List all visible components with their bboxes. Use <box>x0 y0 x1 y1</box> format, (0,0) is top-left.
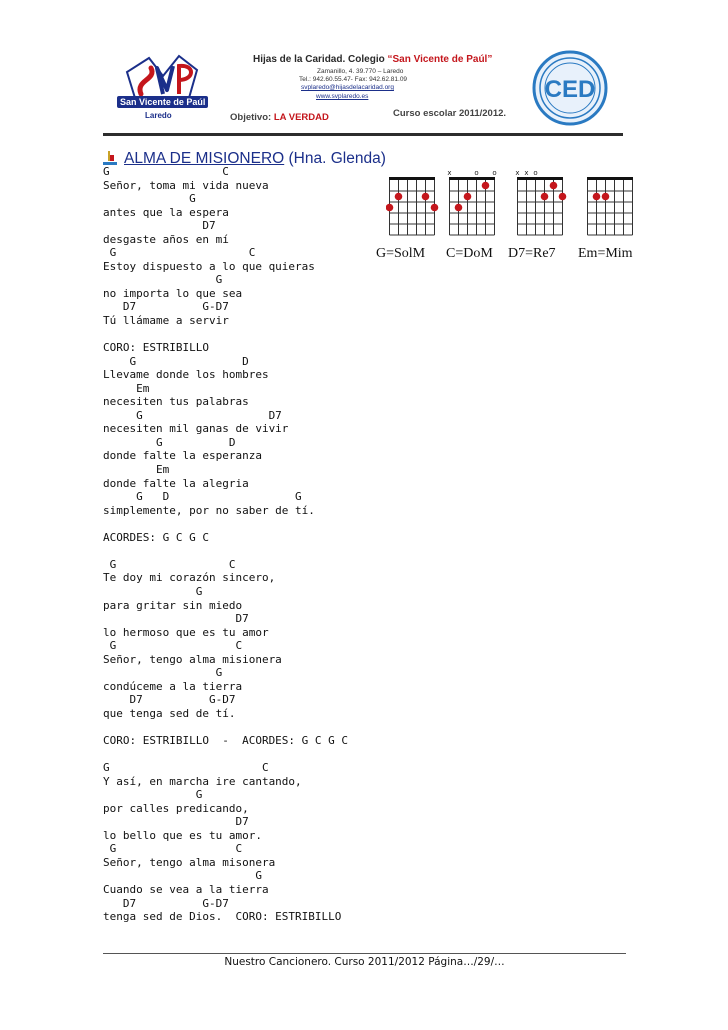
objective <box>230 112 329 123</box>
song-title-main: ALMA DE MISIONERO <box>124 150 285 167</box>
page-header <box>103 46 623 136</box>
chord-string-marker: o <box>474 169 479 177</box>
chord-string-marker: x <box>515 169 520 177</box>
chord-finger-dot <box>464 193 472 201</box>
school-email-link[interactable]: svplaredo@hijasdelacaridad.org <box>301 84 394 91</box>
chord-finger-dot <box>541 193 549 201</box>
chord-finger-dot <box>482 182 490 190</box>
chord-label: D7=Re7 <box>508 246 556 261</box>
chord-finger-dot <box>550 182 558 190</box>
school-website-link[interactable]: www.svplaredo.es <box>316 93 369 100</box>
chord-nut <box>449 177 495 180</box>
chord-string-marker: x <box>447 169 452 177</box>
footer-divider <box>103 953 626 954</box>
chord-label: C=DoM <box>446 246 493 261</box>
chord-finger-dot <box>602 193 610 201</box>
song-lyrics: G C Señor, toma mi vida nueva G antes que la espera D7 desgaste años en mí G C Estoy dispuesto a lo que quieras G no importa lo que sea D7 G-D7 Tú llámame a servir CORO: ESTRIBILLO G D Llevame donde los hombres Em necesiten tus palabras G D7 necesiten mil ganas de vivir G D donde falte la esperanza Em donde falte la alegria G D G simplemente, por no saber de tí. ACORDES: G C G C G C Te doy mi corazón sincero, G para gritar sin miedo D7 lo hermoso que es tu amor G C Señor, tengo alma misionera G condúceme a la tierra D7 G-D7 que tenga sed de tí. CORO: ESTRIBILLO - ACORDES: G C G C G C Y así, en marcha ire cantando, G por calles predicando, D7 lo bello que es tu amor. G C Señor, tengo alma misonera G Cuando se vea a la tierra D7 G-D7 tenga sed de Dios. CORO: ESTRIBILLO <box>103 165 349 924</box>
ced-logo-text: CED <box>544 76 596 103</box>
chord-string-marker: o <box>533 169 538 177</box>
chord-finger-dot <box>431 204 439 212</box>
logo-location: Laredo <box>145 111 172 120</box>
chord-finger-dot <box>593 193 601 201</box>
chord-finger-dot <box>395 193 403 201</box>
chord-string-marker: o <box>492 169 497 177</box>
chord-finger-dot <box>422 193 430 201</box>
song-author: (Hna. Glenda) <box>284 150 386 167</box>
school-phone: Tel.: 942.60.55.47- Fax: 942.62.81.09 <box>299 76 408 83</box>
objective-value: LA VERDAD <box>273 112 329 123</box>
chord-label: Em=Mim <box>578 246 633 261</box>
chord-nut <box>587 177 633 180</box>
objective-label: Objetivo: <box>230 112 274 123</box>
page-footer: Nuestro Cancionero. Curso 2011/2012 Página…/29/… <box>224 956 505 968</box>
ced-logo-icon <box>531 49 609 127</box>
chord-string-marker: x <box>524 169 529 177</box>
school-title <box>253 54 492 65</box>
chord-label: G=SolM <box>376 246 426 261</box>
school-title-prefix: Hijas de la Caridad. Colegio <box>253 54 388 65</box>
chord-nut <box>517 177 563 180</box>
logo-name: San Vicente de Paúl <box>117 96 208 108</box>
music-note-icon <box>102 150 118 166</box>
school-address: Zamanillo, 4. 39.770 – Laredo <box>317 68 404 75</box>
chord-diagrams <box>376 168 676 268</box>
school-year: Curso escolar 2011/2012. <box>393 108 507 119</box>
chord-finger-dot <box>455 204 463 212</box>
chord-finger-dot <box>386 204 393 212</box>
school-name: “San Vicente de Paúl” <box>387 54 493 65</box>
chord-nut <box>389 177 435 180</box>
chord-finger-dot <box>559 193 567 201</box>
